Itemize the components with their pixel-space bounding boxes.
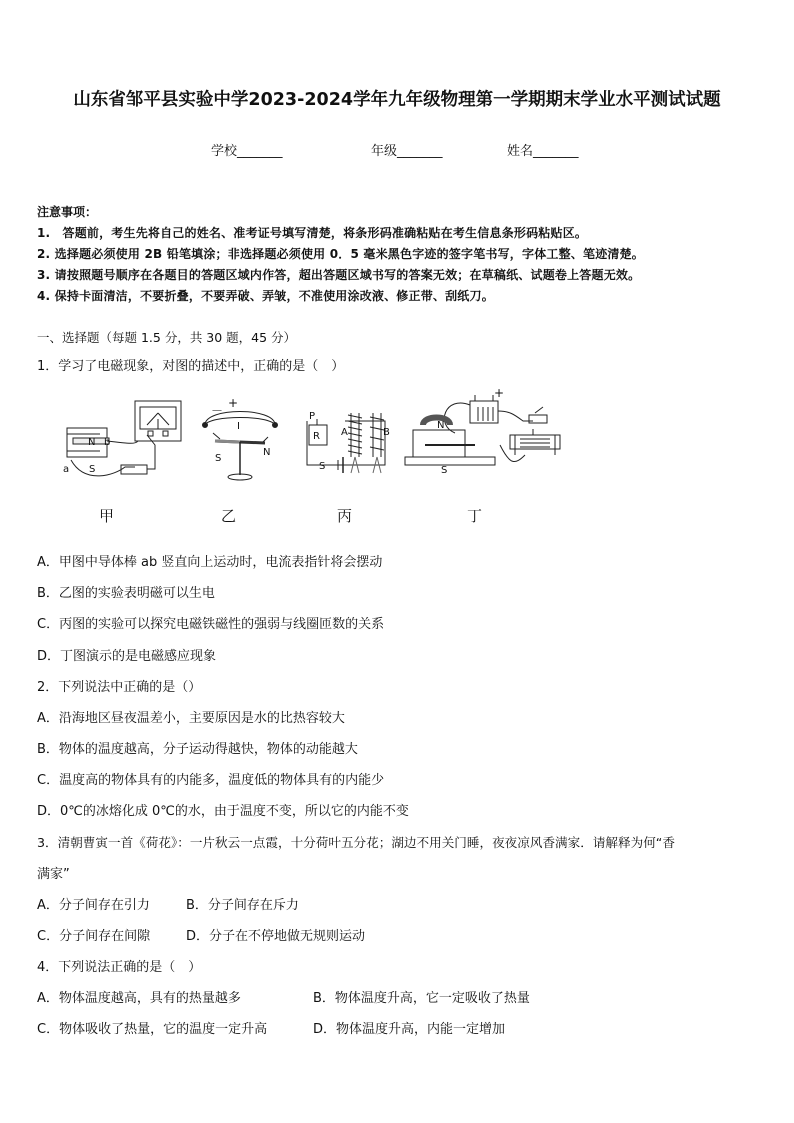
- option-c[interactable]: C．物体吸收了热量，它的温度一定升高: [37, 1022, 268, 1037]
- figure-yi: [203, 412, 278, 481]
- label-plus-ding: +: [494, 386, 505, 400]
- figure-label-yi: 乙: [221, 507, 237, 525]
- label-s-ding: S: [441, 465, 448, 476]
- label-n-yi: N: [263, 447, 271, 458]
- grade-field[interactable]: 年级_______: [371, 144, 443, 159]
- label-n-ding: N: [437, 420, 445, 431]
- option-c[interactable]: C．丙图的实验可以探究电磁铁磁性的强弱与线圈匝数的关系: [37, 617, 385, 632]
- label-s-yi: S: [215, 453, 222, 464]
- notice-item: 1. 答题前，考生先将自己的姓名、准考证号填写清楚，将条形码准确粘贴在考生信息条形码粘贴区。: [37, 226, 588, 240]
- question-stem: 1．学习了电磁现象，对图的描述中，正确的是（ ）: [37, 359, 345, 374]
- label-p-bing: P: [309, 411, 316, 422]
- question-stem-continued: 满家”: [37, 867, 70, 882]
- figure-label-jia: 甲: [99, 507, 115, 525]
- option-a[interactable]: A．甲图中导体棒 ab 竖直向上运动时，电流表指针将会摆动: [37, 555, 383, 570]
- option-b[interactable]: B．物体的温度越高，分子运动得越快，物体的动能越大: [37, 742, 358, 757]
- question-stem: 3．清朝曹寅一首《荷花》：一片秋云一点霞，十分荷叶五分花；湖边不用关门睡，夜夜凉风香满家．请解释为何“香: [37, 835, 675, 850]
- label-s-jia: S: [89, 464, 96, 475]
- option-c[interactable]: C．分子间存在间隙: [37, 929, 151, 944]
- option-b[interactable]: B．分子间存在斥力: [186, 898, 299, 913]
- label-plus-yi: +: [228, 396, 239, 410]
- question-stem: 4．下列说法正确的是（ ）: [37, 960, 202, 975]
- notice-item: 4. 保持卡面清洁，不要折叠，不要弄破、弄皱，不准使用涂改液、修正带、刮纸刀。: [37, 289, 494, 303]
- option-d[interactable]: D．物体温度升高，内能一定增加: [313, 1022, 506, 1037]
- notice-item: 3. 请按照题号顺序在各题目的答题区域内作答，超出答题区域书写的答案无效；在草稿纸、试题卷上答题无效。: [37, 268, 641, 282]
- label-a-bing: A: [341, 427, 348, 438]
- label-r-bing: R: [313, 431, 320, 442]
- figure-label-ding: 丁: [467, 507, 483, 525]
- figure-ding: [405, 395, 560, 465]
- question-stem: 2．下列说法中正确的是（）: [37, 680, 202, 695]
- label-minus-yi: －: [211, 404, 224, 418]
- label-b-bing: B: [383, 427, 390, 438]
- label-i-yi: I: [237, 421, 240, 432]
- option-a[interactable]: A．物体温度越高，具有的热量越多: [37, 991, 241, 1006]
- option-d[interactable]: D．0℃的冰熔化成 0℃的水，由于温度不变，所以它的内能不变: [37, 804, 409, 819]
- notice-item: 2. 选择题必须使用 2B 铅笔填涂；非选择题必须使用 0．5 毫米黑色字迹的签字笔书写，字体工整、笔迹清楚。: [37, 247, 644, 261]
- option-b[interactable]: B．乙图的实验表明磁可以生电: [37, 586, 215, 601]
- label-a-jia: a: [63, 464, 70, 475]
- option-d[interactable]: D．分子在不停地做无规则运动: [186, 929, 366, 944]
- exam-title: 山东省邹平县实验中学2023-2024学年九年级物理第一学期期末学业水平测试试题: [73, 90, 721, 110]
- label-s-bing: S: [319, 461, 326, 472]
- school-field[interactable]: 学校_______: [211, 144, 283, 159]
- notice-heading: 注意事项：: [37, 205, 98, 219]
- figure-label-bing: 丙: [337, 507, 353, 525]
- option-c[interactable]: C．温度高的物体具有的内能多，温度低的物体具有的内能少: [37, 773, 385, 788]
- figure-jia: [67, 401, 181, 476]
- electromagnetism-figure: [55, 385, 565, 500]
- label-b-jia: b: [104, 437, 111, 448]
- option-a[interactable]: A．沿海地区昼夜温差小，主要原因是水的比热容较大: [37, 711, 345, 726]
- name-field[interactable]: 姓名_______: [507, 144, 579, 159]
- option-a[interactable]: A．分子间存在引力: [37, 898, 150, 913]
- section-title: 一、选择题（每题 1.5 分，共 30 题，45 分）: [37, 330, 297, 345]
- option-b[interactable]: B．物体温度升高，它一定吸收了热量: [313, 991, 530, 1006]
- option-d[interactable]: D．丁图演示的是电磁感应现象: [37, 649, 217, 664]
- label-n-jia: N: [88, 437, 96, 448]
